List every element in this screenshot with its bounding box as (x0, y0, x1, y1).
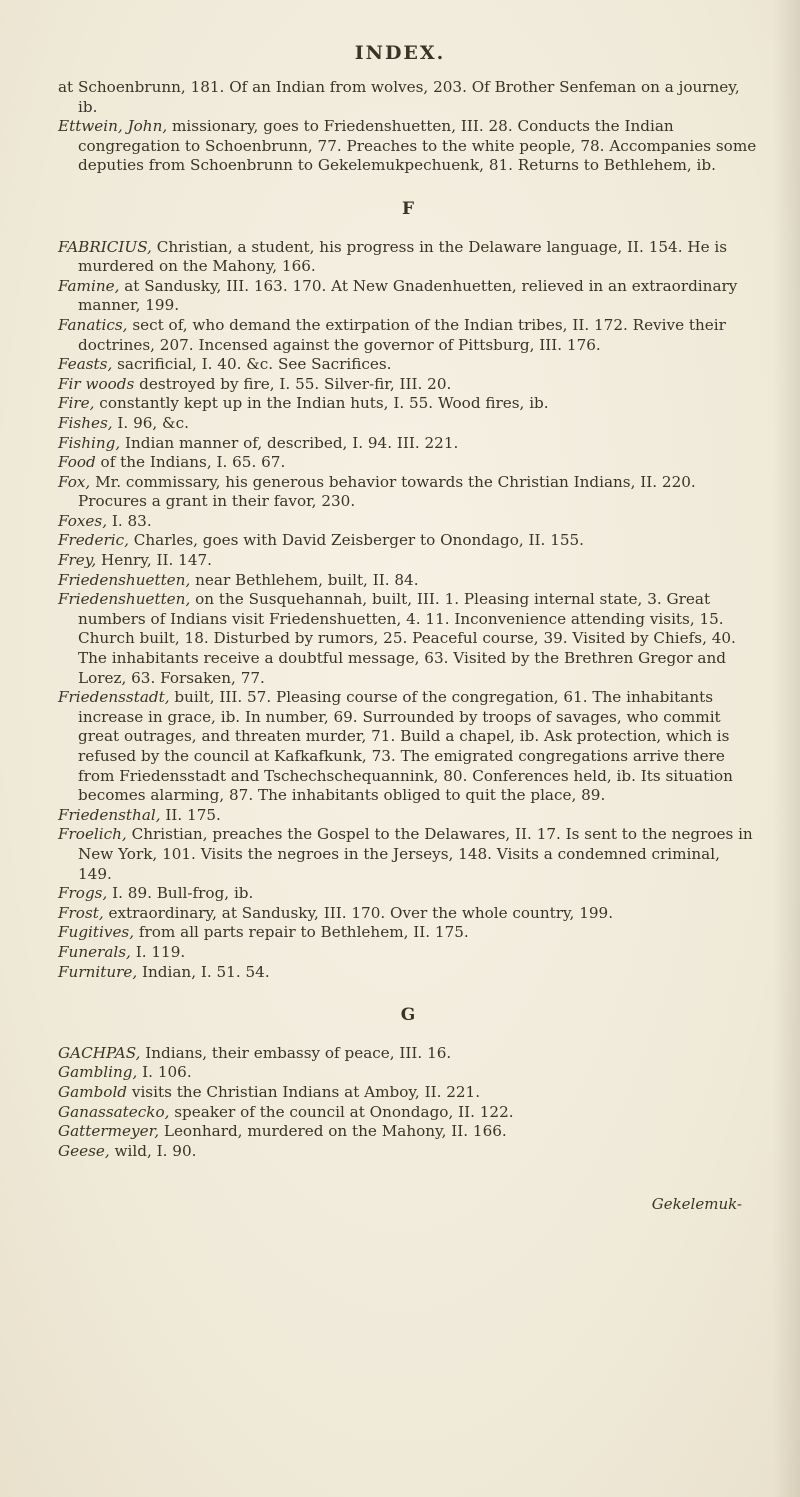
entry-heading: Funerals, (58, 942, 131, 961)
index-entry (58, 237, 758, 277)
index-entry (58, 453, 758, 473)
entry-heading: Fishing, (58, 433, 121, 452)
entry-body: constantly kept up in the Indian huts, I. 55. Wood fires, ib. (94, 394, 549, 413)
index-entry (58, 472, 758, 512)
index-entry (58, 433, 758, 454)
index-entry (58, 117, 758, 176)
index-entry (58, 413, 758, 434)
entry-body: of the Indians, I. 65. 67. (95, 453, 286, 472)
index-entry (58, 1063, 758, 1083)
entry-body: missionary, goes to Friedenshuetten, III. 28. Conducts the Indian congregation to Schoenbrunn, 77. Preaches to the white people, 78. Accompanies some deputies from Schoenbrunn to Gekelemukpechuenk, 81. Returns to Bethlehem, ib. (78, 117, 757, 175)
index-entry (58, 276, 758, 316)
entry-body: destroyed by fire, I. 55. Silver-fir, III. 20. (134, 374, 452, 393)
index-entry (58, 78, 758, 117)
index-entry (58, 923, 758, 943)
entry-heading: Gattermeyer, (58, 1122, 160, 1141)
index-entry (58, 805, 758, 826)
index-entry (58, 1082, 758, 1103)
entry-body: Christian, preaches the Gospel to the Delawares, II. 17. Is sent to the negroes in New York, 101. Visits the negroes in the Jerseys, 148. Visits a condemned criminal, 149. (78, 825, 753, 883)
entry-body: Leonhard, murdered on the Mahony, II. 166. (159, 1122, 507, 1141)
entry-heading: Geese, (58, 1141, 110, 1160)
index-entry (58, 315, 758, 355)
index-entry (58, 903, 758, 924)
entry-body: Indian manner of, described, I. 94. III. 221. (120, 433, 459, 452)
section-letter: G (400, 1005, 416, 1026)
entry-heading: Furniture, (58, 962, 138, 981)
entry-body: Indians, their embassy of peace, III. 16. (140, 1043, 452, 1062)
section-letter: F (401, 198, 415, 219)
entry-heading: FABRICIUS, (58, 237, 152, 256)
entry-heading: Friedensthal, (58, 805, 161, 824)
entry-body: visits the Christian Indians at Amboy, II. 221. (127, 1082, 481, 1101)
entry-body: I. 119. (130, 942, 186, 961)
entry-body: Henry, II. 147. (96, 551, 212, 570)
entry-body: I. 96, &c. (112, 413, 189, 432)
entry-heading: Feasts, (58, 355, 113, 374)
entry-body: at Sandusky, III. 163. 170. At New Gnadenhuetten, relieved in an extraordinary manner, 199. (78, 276, 738, 315)
index-entry (58, 394, 758, 414)
entry-body: Christian, a student, his progress in the Delaware language, II. 154. He is murdered on the Mahony, 166. (78, 237, 728, 276)
index-entry (58, 570, 758, 591)
index-entry (58, 1141, 758, 1162)
entry-heading: Ganassatecko, (58, 1102, 170, 1121)
entry-heading: Foxes, (58, 511, 108, 530)
entry-body: near Bethlehem, built, II. 84. (190, 570, 419, 589)
entry-heading: Fugitives, (58, 923, 135, 942)
index-entry (58, 942, 758, 963)
index-entry (58, 531, 758, 551)
entry-body: I. 83. (107, 511, 152, 530)
entry-heading: Frost, (58, 903, 104, 922)
index-entry (58, 884, 758, 904)
entry-heading: Frogs, (58, 884, 108, 903)
index-entry (58, 374, 758, 395)
index-entry (58, 355, 758, 375)
entry-body: Indian, I. 51. 54. (137, 962, 270, 981)
index-content (58, 78, 758, 1161)
entry-body: Mr. commissary, his generous behavior towards the Christian Indians, II. 220. Procures a grant in their favor, 230. (78, 472, 696, 511)
index-entry (58, 825, 758, 884)
entry-heading: Gambold (58, 1082, 128, 1101)
entry-heading: GACHPAS, (58, 1043, 141, 1062)
entry-heading: Fox, (58, 472, 91, 491)
entry-body: wild, I. 90. (109, 1141, 197, 1160)
index-entry (58, 688, 758, 806)
index-entry (58, 1043, 758, 1064)
catchword: Gekelemuk- (651, 1195, 742, 1213)
entry-body: sect of, who demand the extirpation of the Indian tribes, II. 172. Revive their doctrines, 207. Incensed against the governor of Pittsburg, III. 176. (78, 315, 726, 354)
entry-heading: Food (58, 453, 96, 472)
index-entry (58, 1122, 758, 1142)
entry-heading: Ettwein, John, (58, 117, 168, 136)
entry-heading: Gambling, (58, 1063, 138, 1082)
entry-body: Charles, goes with David Zeisberger to Onondago, II. 155. (128, 531, 585, 550)
index-entry (58, 511, 758, 532)
entry-heading: Fanatics, (58, 315, 128, 334)
entry-body: at Schoenbrunn, 181. Of an Indian from wolves, 203. Of Brother Senfeman on a journey, ib. (58, 78, 740, 116)
entry-body: from all parts repair to Bethlehem, II. 175. (134, 923, 469, 942)
entry-heading: Froelich, (58, 825, 127, 844)
entry-body: II. 175. (160, 805, 221, 824)
entry-heading: Famine, (58, 276, 120, 295)
entry-body: built, III. 57. Pleasing course of the congregation, 61. The inhabitants increase in grace, ib. In number, 69. Surrounded by troops of savages, who commit great outrages, and threaten murder, 71. Build a chapel, ib. Ask protection, which is refused by the council at Kafkafkunk, 73. The emigrated congregations arrive there from Friedensstadt and Tschechschequannink, 80. Conferences held, ib. Its situation becomes alarming, 87. The inhabitants obliged to quit the place, 89. (78, 688, 733, 805)
index-entry (58, 551, 758, 571)
entry-body: sacrificial, I. 40. &c. See Sacrifices. (112, 355, 392, 374)
entry-heading: Friedenshuetten, (58, 570, 191, 589)
entry-body: I. 89. Bull-frog, ib. (107, 884, 254, 903)
index-entry (58, 590, 758, 688)
entry-body: extraordinary, at Sandusky, III. 170. Over the whole country, 199. (103, 903, 614, 922)
entry-heading: Frederic, (58, 531, 129, 550)
index-entry (58, 1102, 758, 1123)
page-edge-shadow (772, 0, 800, 1497)
entry-heading: Fire, (58, 394, 95, 413)
entry-body: speaker of the council at Onondago, II. 122. (169, 1102, 514, 1121)
entry-heading: Friedensstadt, (58, 688, 170, 707)
entry-body: on the Susquehannah, built, III. 1. Pleasing internal state, 3. Great numbers of Indians visit Friedenshuetten, 4. 11. Inconvenience attending visits, 15. Church built, 18. Disturbed by rumors, 25. Peaceful course, 39. Visited by Chiefs, 40. The inhabitants receive a doubtful message, 63. Visited by the Brethren Gregor and Lorez, 63. Forsaken, 77. (78, 590, 736, 687)
entry-heading: Frey, (58, 551, 97, 570)
index-entry (58, 962, 758, 983)
page-header: INDEX. (354, 42, 446, 64)
entry-heading: Fir woods (58, 374, 135, 393)
entry-body: I. 106. (137, 1063, 192, 1082)
entry-heading: Fishes, (58, 413, 113, 432)
entry-heading: Friedenshuetten, (58, 590, 191, 609)
